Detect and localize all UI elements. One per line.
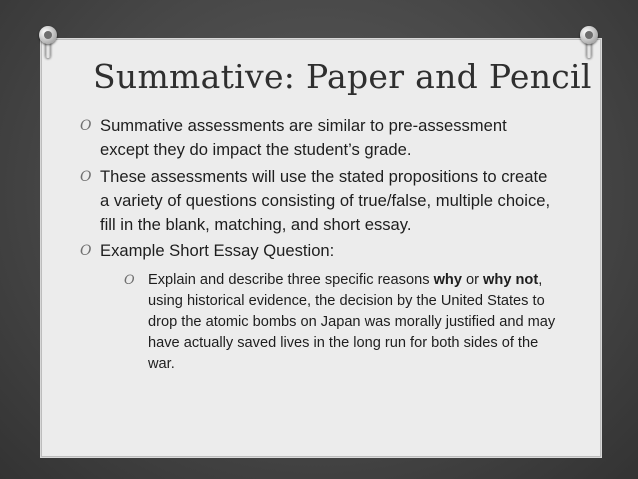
bullet-marker: O <box>124 272 135 288</box>
emphasis-why-not: why not <box>483 271 539 288</box>
bullet-marker: O <box>80 118 92 134</box>
pushpin-icon <box>578 26 600 60</box>
bullet-text: Summative assessments are similar to pre-assessment except they do impact the student’s grade. <box>100 116 507 160</box>
pushpin-icon <box>37 26 59 60</box>
bullet-item <box>80 165 560 238</box>
bullet-marker: O <box>80 168 92 185</box>
sub-text-part: or <box>461 271 484 288</box>
sub-bullet-list <box>100 270 560 375</box>
bullet-item <box>80 114 560 163</box>
bullet-list <box>80 114 560 377</box>
sub-bullet-item <box>120 270 560 375</box>
emphasis-why: why <box>433 271 462 288</box>
sub-text-part: Explain and describe three specific reasons <box>148 271 434 288</box>
slide-title: Summative: Paper and Pencil <box>93 57 592 96</box>
bullet-marker: O <box>80 243 92 260</box>
bullet-text: Example Short Essay Question: <box>100 241 335 261</box>
bullet-text: These assessments will use the stated propositions to create a variety of questions consisting of true/false, multiple choice, fill in the blank, matching, and short essay. <box>100 166 551 235</box>
sub-text-part: , using historical evidence, the decision by the United States to drop the atomic bombs on Japan was morally justified and may have actually saved lives in the long run for both sides of the war. <box>148 271 556 372</box>
bullet-item <box>80 239 560 374</box>
